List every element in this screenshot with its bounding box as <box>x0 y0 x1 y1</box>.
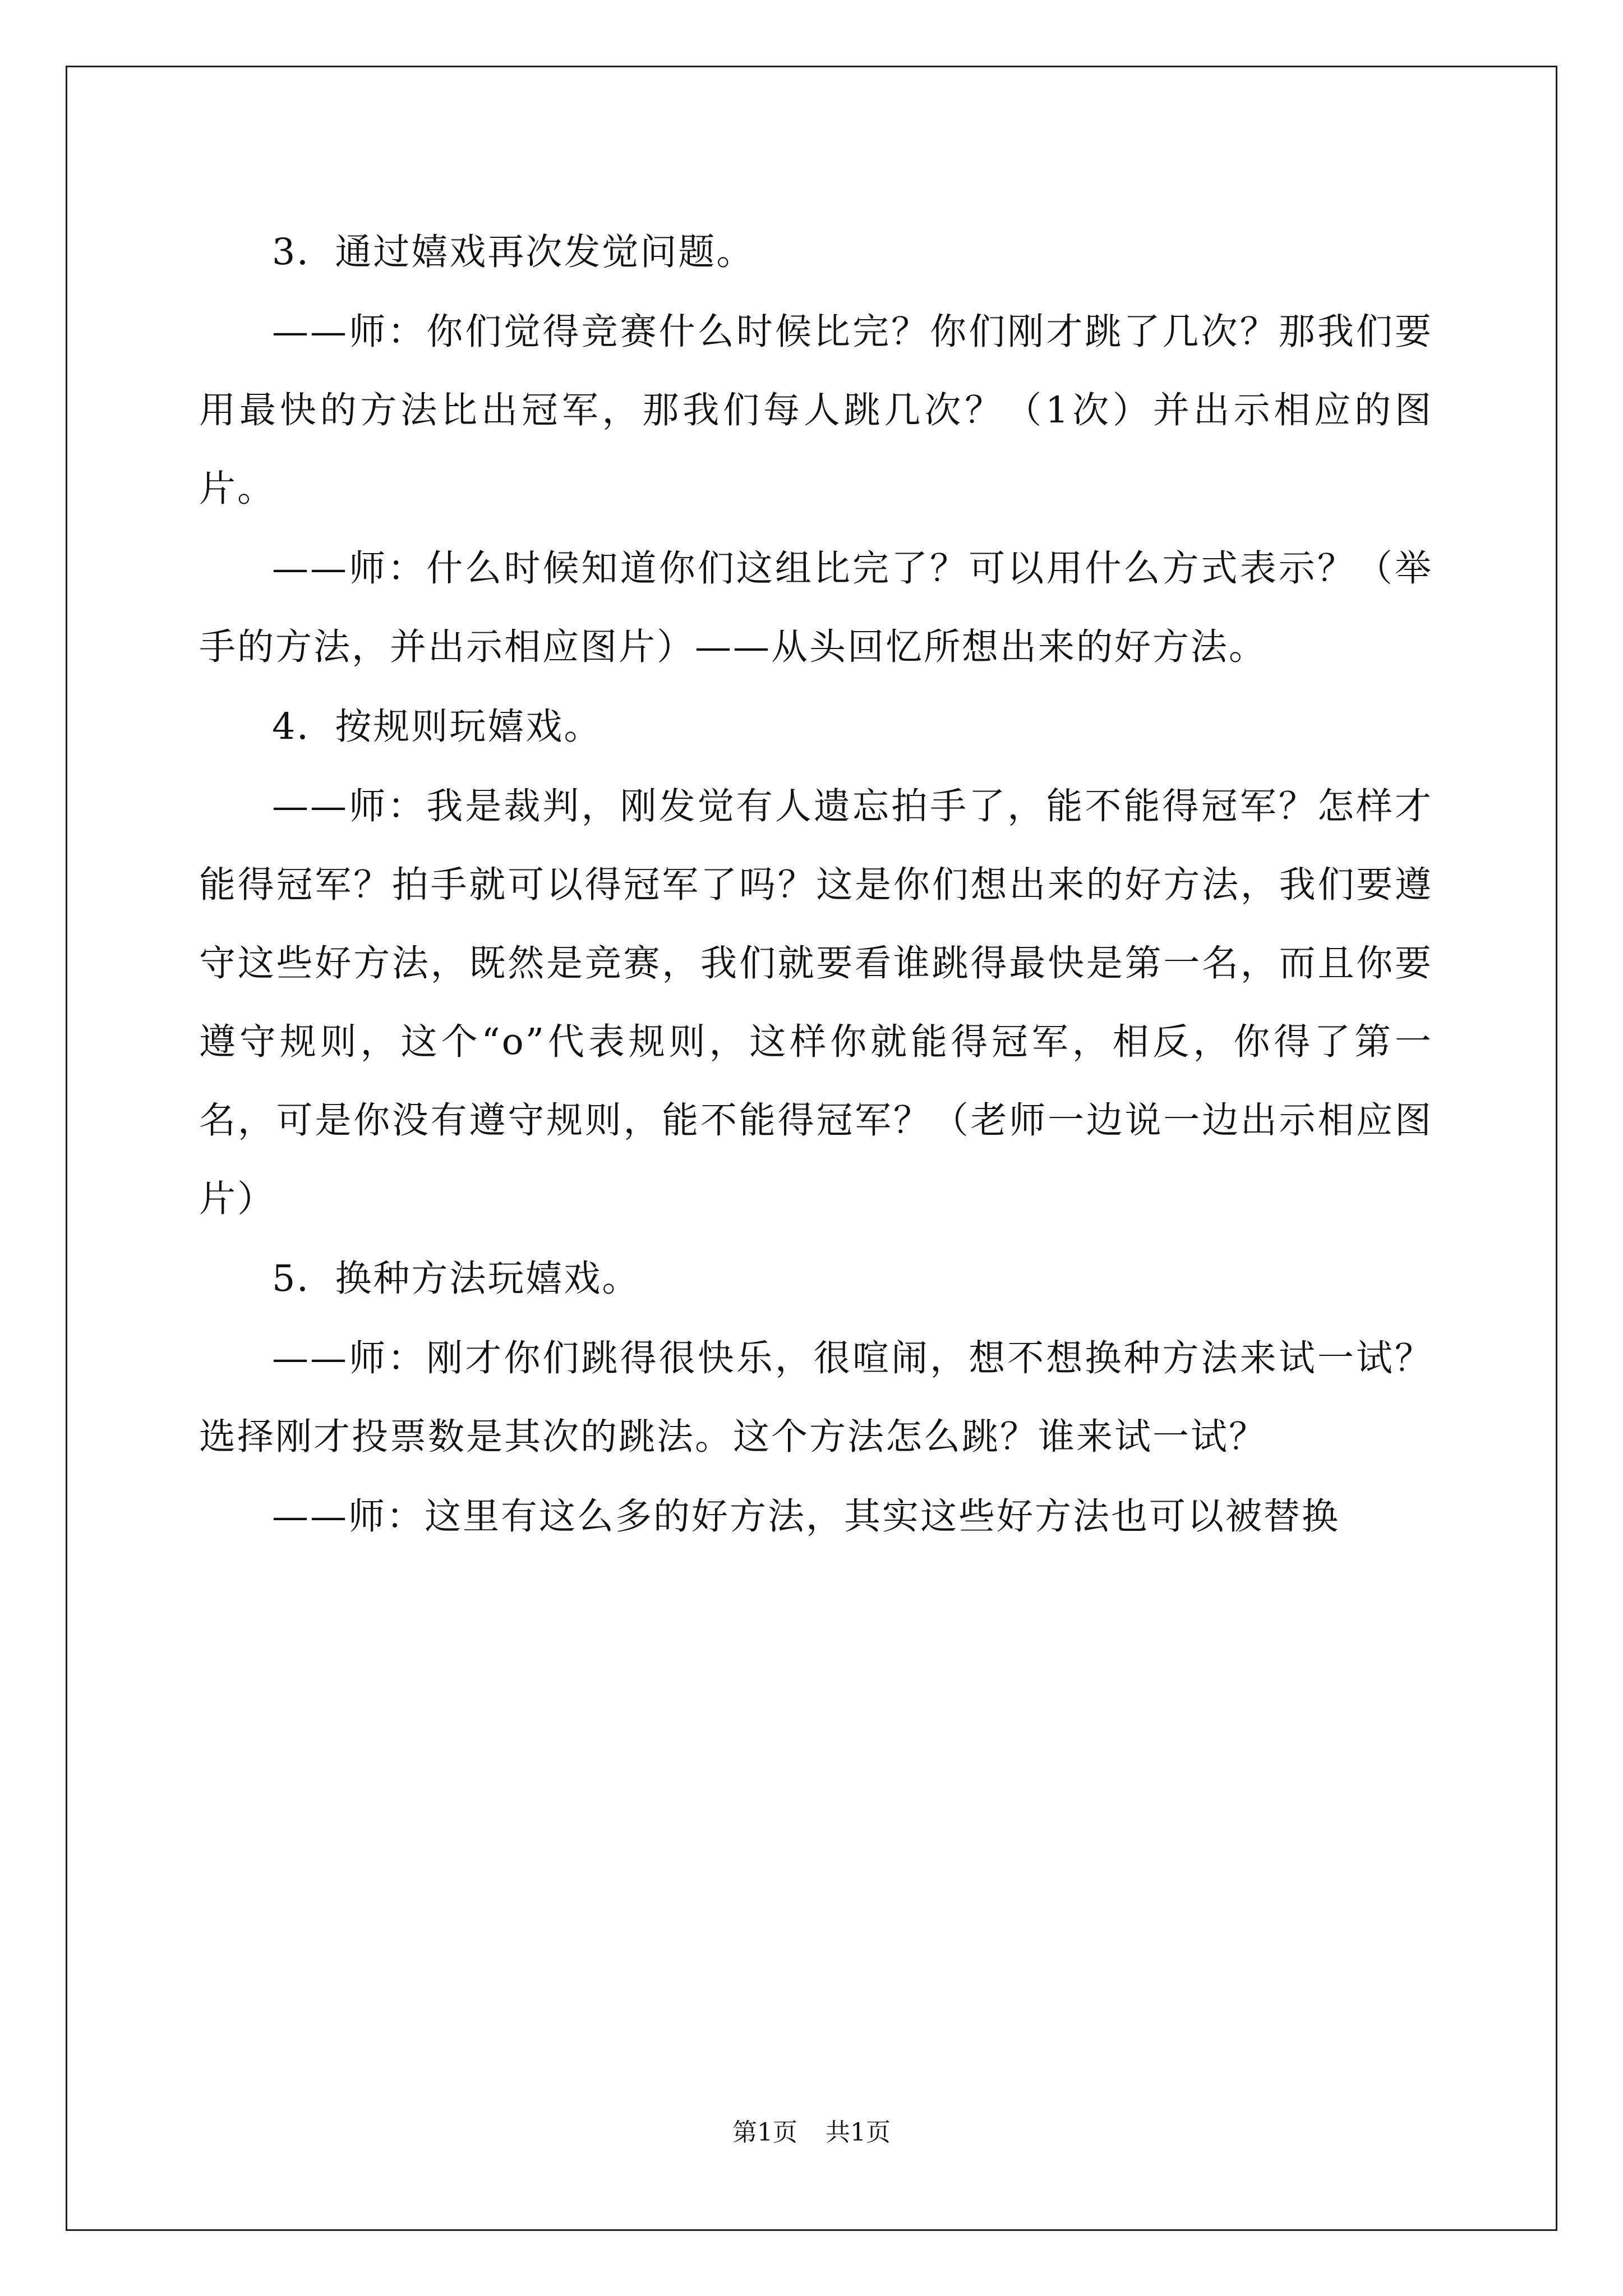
paragraph: 3．通过嬉戏再次发觉问题。 <box>272 231 755 273</box>
paragraph: 5．换种方法玩嬉戏。 <box>272 1258 640 1300</box>
paragraph: 4．按规则玩嬉戏。 <box>272 706 602 748</box>
document-body <box>199 213 1433 1557</box>
page-footer <box>0 2112 1623 2148</box>
page-total: 共1页 <box>826 2118 891 2147</box>
page-number: 第1页 <box>732 2118 797 2147</box>
paragraph: ——师：什么时候知道你们这组比完了？可以用什么方式表示？（举手的方法，并出示相应图片）——从头回忆所想出来的好方法。 <box>199 547 1433 668</box>
paragraph: ——师：刚才你们跳得很快乐，很喧闹，想不想换种方法来试一试？选择刚才投票数是其次的跳法。这个方法怎么跳？谁来试一试？ <box>199 1337 1433 1458</box>
paragraph: ——师：这里有这么多的好方法，其实这些好方法也可以被替换 <box>272 1496 1340 1538</box>
paragraph: ——师：我是裁判，刚发觉有人遗忘拍手了，能不能得冠军？怎样才能得冠军？拍手就可以得冠军了吗？这是你们想出来的好方法，我们要遵守这些好方法，既然是竞赛，我们就要看谁跳得最快是第一名，而且你要遵守规则，这个“o”代表规则，这样你就能得冠军，相反，你得了第一名，可是你没有遵守规则，能不能得冠军？（老师一边说一边出示相应图片） <box>199 785 1433 1220</box>
paragraph: ——师：你们觉得竞赛什么时候比完？你们刚才跳了几次？那我们要用最快的方法比出冠军，那我们每人跳几次？（1次）并出示相应的图片。 <box>199 311 1433 510</box>
